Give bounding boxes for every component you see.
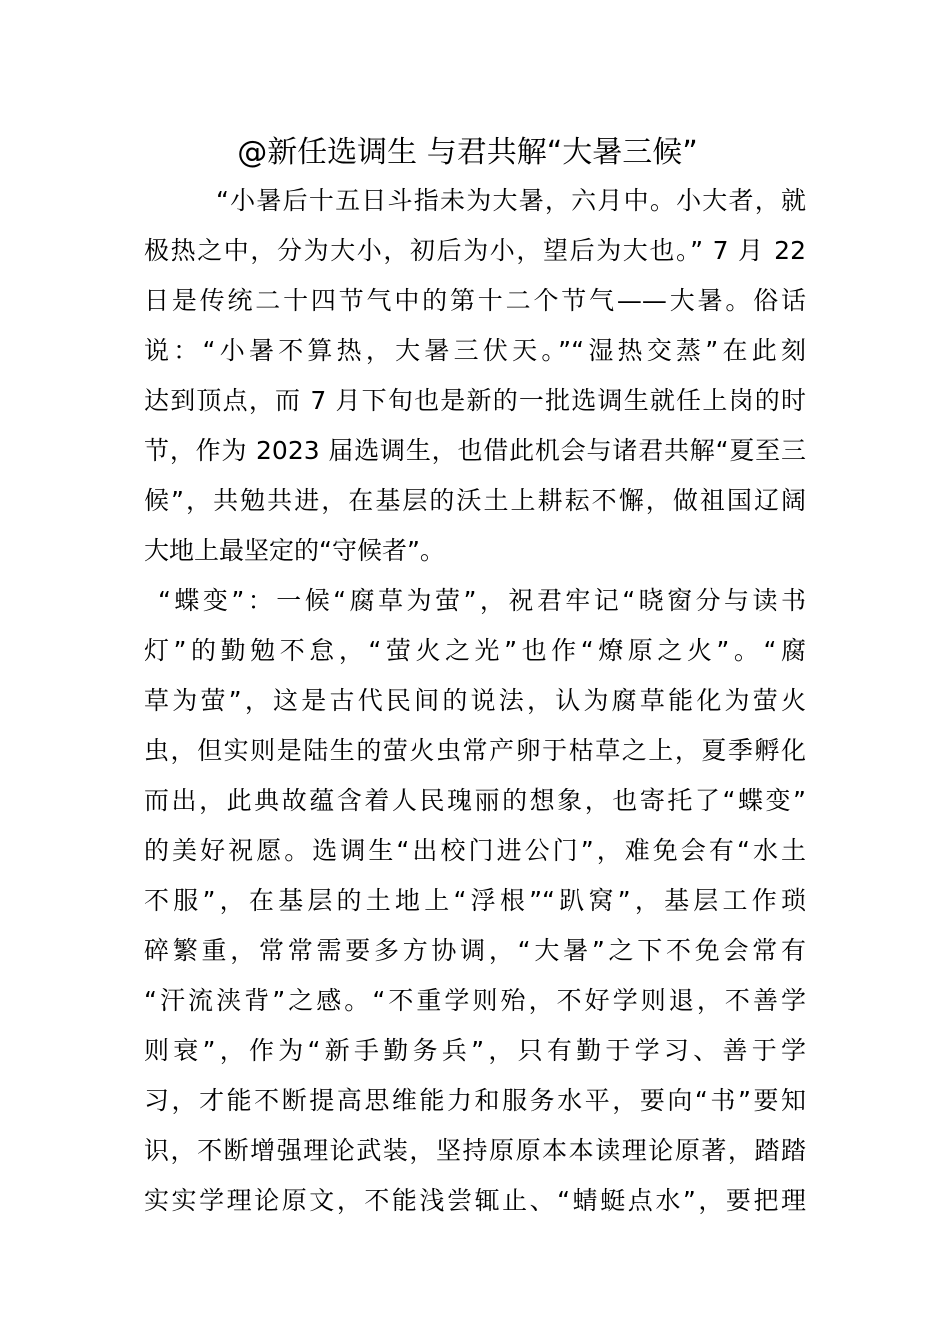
paragraph-line: 碎繁重，常常需要多方协调，“大暑”之下不免会常有 bbox=[144, 936, 806, 965]
paragraph-line: 的美好祝愿。选调生“出校门进公门”，难免会有“水土 bbox=[144, 836, 806, 865]
paragraph-line: 大地上最坚定的“守候者”。 bbox=[144, 536, 445, 565]
paragraph-line: 而出，此典故蕴含着人民瑰丽的想象，也寄托了“蝶变” bbox=[144, 786, 806, 815]
paragraph-line: 识，不断增强理论武装，坚持原原本本读理论原著，踏踏 bbox=[144, 1136, 806, 1165]
paragraph-line: 虫，但实则是陆生的萤火虫常产卵于枯草之上，夏季孵化 bbox=[144, 736, 806, 765]
paragraph-line: “蝶变”：一候“腐草为萤”，祝君牢记“晓窗分与读书 bbox=[158, 586, 806, 615]
paragraph-line: 则衰”，作为“新手勤务兵”，只有勤于学习、善于学 bbox=[144, 1036, 806, 1065]
paragraph-line: 草为萤”，这是古代民间的说法，认为腐草能化为萤火 bbox=[144, 686, 806, 715]
paragraph-line: 节，作为 2023 届选调生，也借此机会与诸君共解“夏至三 bbox=[144, 436, 806, 465]
paragraph-line: 日是传统二十四节气中的第十二个节气——大暑。俗话 bbox=[144, 286, 806, 315]
paragraph-line: 达到顶点，而 7 月下旬也是新的一批选调生就任上岗的时 bbox=[144, 386, 806, 415]
paragraph-line: 说：“小暑不算热，大暑三伏天。”“湿热交蒸”在此刻 bbox=[144, 336, 806, 365]
paragraph-line: 实实学理论原文，不能浅尝辄止、“蜻蜓点水”，要把理 bbox=[144, 1186, 806, 1215]
document-title: @新任选调生 与君共解“大暑三候” bbox=[237, 135, 698, 170]
paragraph-line: 灯”的勤勉不怠，“萤火之光”也作“燎原之火”。“腐 bbox=[144, 636, 806, 665]
paragraph-line: “汗流浃背”之感。“不重学则殆，不好学则退，不善学 bbox=[144, 986, 806, 1015]
document-body bbox=[144, 176, 806, 1226]
paragraph-line: 极热之中，分为大小，初后为小，望后为大也。” 7 月 22 bbox=[144, 236, 806, 265]
paragraph-line: “小暑后十五日斗指未为大暑，六月中。小大者，就 bbox=[216, 186, 806, 215]
paragraph-line: 候”，共勉共进，在基层的沃土上耕耘不懈，做祖国辽阔 bbox=[144, 486, 806, 515]
paragraph-line: 不服”，在基层的土地上“浮根”“趴窝”，基层工作琐 bbox=[144, 886, 806, 915]
paragraph-line: 习，才能不断提高思维能力和服务水平，要向“书”要知 bbox=[144, 1086, 806, 1115]
